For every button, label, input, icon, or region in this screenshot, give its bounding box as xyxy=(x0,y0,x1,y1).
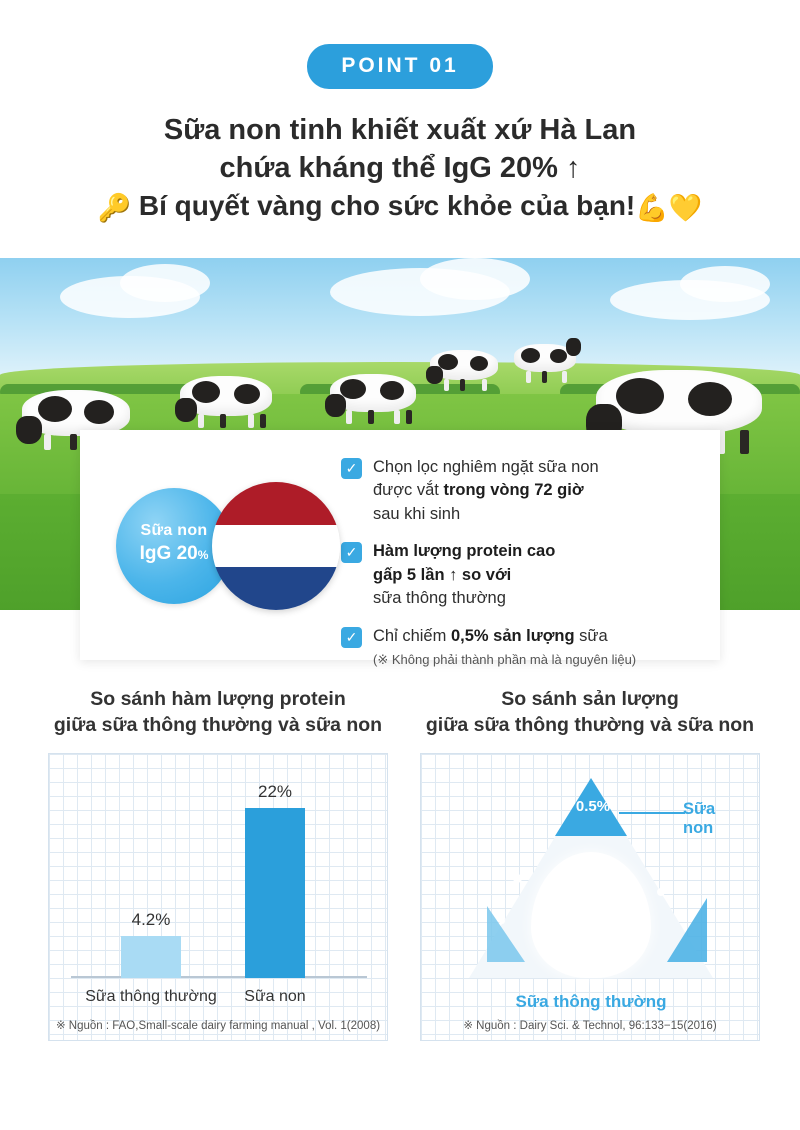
chart-title xyxy=(420,686,760,739)
bar-label-normal-milk: Sữa thông thường xyxy=(85,987,217,1005)
card-note: (※ Không phải thành phần mà là nguyên liệu) xyxy=(373,651,637,667)
bubble-unit: % xyxy=(197,548,209,562)
chart-baseline xyxy=(71,976,367,978)
bullet-text xyxy=(373,625,608,648)
netherlands-flag-icon xyxy=(212,482,340,610)
info-card xyxy=(80,430,720,667)
milk-drop xyxy=(657,888,665,896)
headline-line-2: chứa kháng thể IgG 20% ↑ xyxy=(219,152,581,185)
cloud xyxy=(420,258,530,300)
bullet-text-part: Chọn lọc nghiêm ngặt sữa non xyxy=(373,458,599,476)
bullet-text-strong: trong vòng 72 giờ xyxy=(443,481,584,500)
list-item xyxy=(341,540,700,610)
label-colostrum: Sữa non xyxy=(683,799,716,837)
page-header xyxy=(0,0,800,226)
bullet-text xyxy=(373,456,599,526)
flexed-arm-icon: 💪 xyxy=(635,192,669,223)
headline-line-3-text: Bí quyết vàng cho sức khỏe của bạn! xyxy=(138,189,636,221)
list-item xyxy=(341,625,700,648)
cow xyxy=(430,350,502,392)
bullet-text xyxy=(373,540,555,610)
pyramid-graphic xyxy=(469,778,716,1011)
cow xyxy=(180,376,278,428)
chart-title xyxy=(48,686,388,739)
card-bullets xyxy=(335,430,720,667)
cloud xyxy=(120,264,210,302)
headline-line-1: Sữa non tinh khiết xuất xứ Hà Lan xyxy=(163,114,637,146)
chart-source: ※ Nguồn : Dairy Sci. & Technol, 96:133−15(2016) xyxy=(463,1019,717,1032)
bullet-text-part: Chỉ chiếm xyxy=(373,626,451,645)
check-icon: ✓ xyxy=(341,542,362,563)
milk-drop xyxy=(513,874,522,883)
check-icon: ✓ xyxy=(341,458,362,479)
headline-line-3 xyxy=(0,188,800,227)
bar-value-colostrum: 22% xyxy=(257,781,293,801)
bubble-line-1: Sữa non xyxy=(140,522,208,539)
bullet-text-strong: gấp 5 lần ↑ so với xyxy=(373,565,512,584)
bubble-value: IgG 20 xyxy=(139,543,198,564)
chart-title-line-1: So sánh hàm lượng protein xyxy=(90,688,346,710)
colostrum-percent-label: 0.5% xyxy=(575,797,611,815)
check-icon: ✓ xyxy=(341,627,362,648)
cow xyxy=(514,344,580,384)
bar-value-normal-milk: 4.2% xyxy=(131,909,171,929)
chart-plot-area xyxy=(48,753,388,1041)
callout-line xyxy=(619,812,685,814)
bar-normal-milk xyxy=(121,936,181,978)
cow xyxy=(330,374,422,424)
bullet-text-strong: 0,5% sản lượng xyxy=(450,626,575,645)
chart-title-line-2: giữa sữa thông thường và sữa non xyxy=(53,714,383,737)
chart-title-line-1: So sánh sản lượng xyxy=(501,688,679,710)
chart-title-line-2: giữa sữa thông thường và sữa non xyxy=(425,714,755,737)
bullet-text-strong: Hàm lượng protein cao xyxy=(373,542,556,561)
bar-label-colostrum: Sữa non xyxy=(244,987,306,1005)
page-title xyxy=(0,111,800,226)
bullet-text-part: sau khi sinh xyxy=(373,504,461,523)
bullet-text-part: sữa xyxy=(574,626,608,645)
pyramid-side-right xyxy=(667,898,707,962)
cloud xyxy=(680,266,770,302)
chart-plot-area xyxy=(420,753,760,1041)
key-icon: 🔑 xyxy=(97,192,132,223)
milk-drop xyxy=(499,918,505,924)
yellow-heart-icon: 💛 xyxy=(668,192,703,223)
protein-bar-chart xyxy=(48,686,388,1041)
bullet-text-part: sữa thông thường xyxy=(373,589,506,608)
bullet-text-part: được vắt xyxy=(373,481,444,500)
bar-colostrum xyxy=(245,808,305,978)
label-normal-milk: Sữa thông thường xyxy=(515,991,667,1011)
pyramid-side-left xyxy=(487,906,525,962)
list-item xyxy=(341,456,700,526)
chart-source: ※ Nguồn : FAO,Small-scale dairy farming manual , Vol. 1(2008) xyxy=(55,1019,381,1032)
card-visuals xyxy=(80,430,335,660)
point-badge: POINT 01 xyxy=(307,44,492,89)
yield-proportion-chart xyxy=(420,686,760,1041)
